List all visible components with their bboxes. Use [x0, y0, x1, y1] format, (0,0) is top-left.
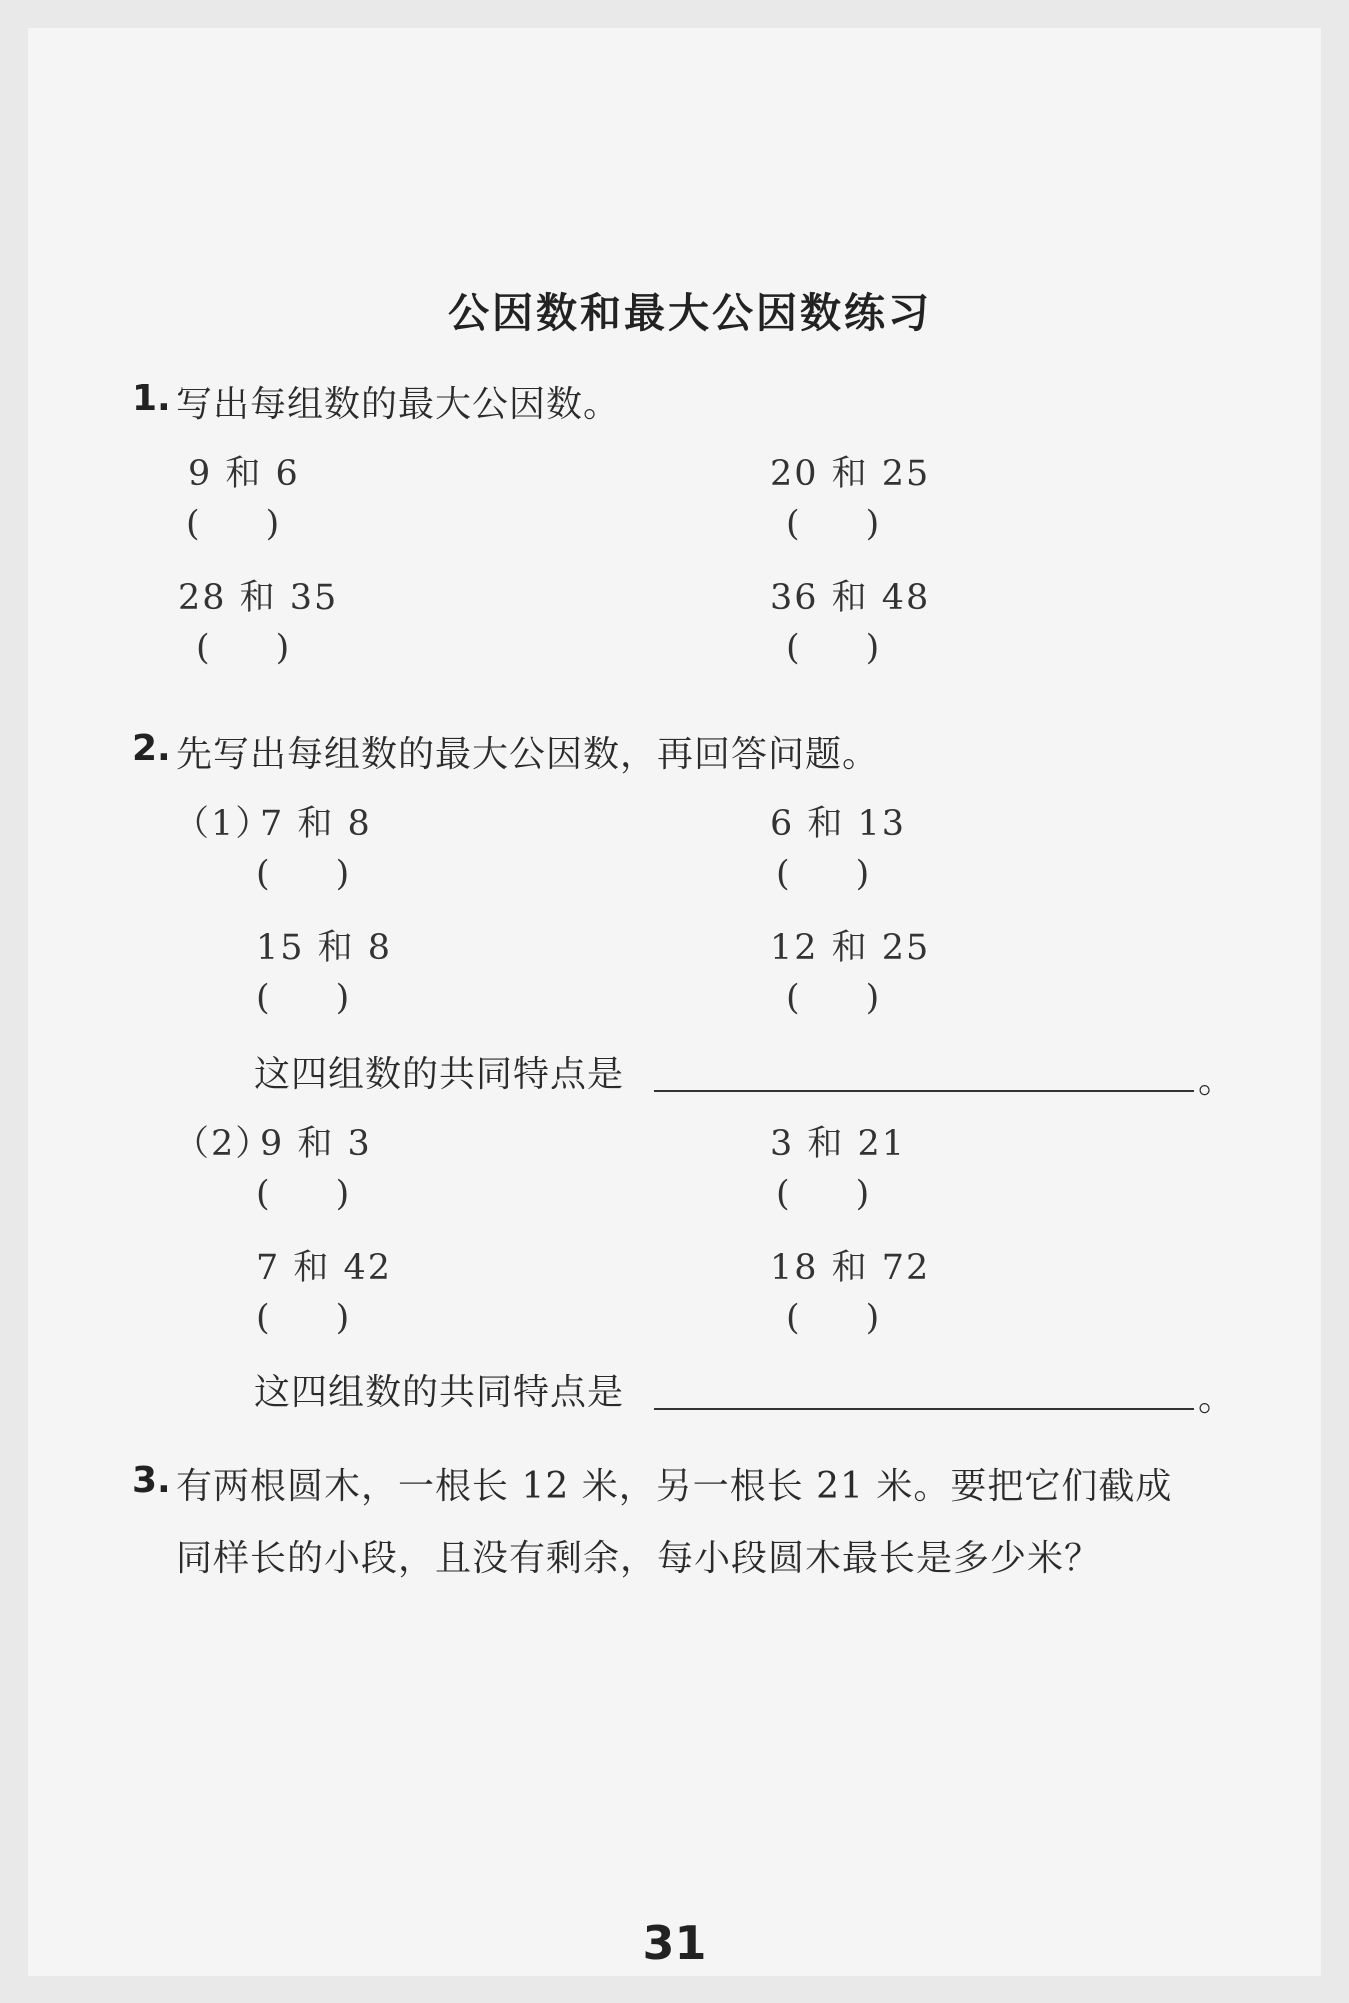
q2-part1-label: （1）: [174, 804, 273, 844]
q2-part1-answer-line[interactable]: [654, 1090, 1194, 1092]
q2-part2-prompt: 这四组数的共同特点是: [254, 1372, 625, 1413]
q2-part2-label: （2）: [174, 1124, 273, 1164]
q2-part1-period: 。: [1198, 1060, 1236, 1101]
q2-part1-pair-2: 6 和 13: [770, 804, 907, 844]
q2-part1-prompt: 这四组数的共同特点是: [254, 1054, 625, 1095]
q1-pair-2: 20 和 25: [770, 454, 931, 494]
q2-part1-answer-1[interactable]: ( ): [256, 854, 350, 894]
q2-part2-pair-3: 7 和 42: [256, 1248, 393, 1288]
q1-pair-1: 9 和 6: [188, 454, 300, 494]
q2-text: 先写出每组数的最大公因数，再回答问题。: [176, 734, 880, 775]
q2-part2-answer-1[interactable]: ( ): [256, 1174, 350, 1214]
q2-part2-answer-line[interactable]: [654, 1408, 1194, 1410]
q1-answer-1[interactable]: ( ): [186, 504, 280, 544]
page-number: 31: [642, 1916, 707, 1970]
q2-part1-answer-2[interactable]: ( ): [776, 854, 870, 894]
q2-part2-pair-1: 9 和 3: [260, 1124, 372, 1164]
q2-part1-pair-4: 12 和 25: [770, 928, 931, 968]
q2-part2-period: 。: [1198, 1378, 1236, 1419]
q2-part1-pair-1: 7 和 8: [260, 804, 372, 844]
q2-part1-pair-3: 15 和 8: [256, 928, 393, 968]
page-title: 公因数和最大公因数练习: [448, 289, 932, 337]
q2-part2-pair-4: 18 和 72: [770, 1248, 931, 1288]
q3-text-line-1: 有两根圆木，一根长 12 米，另一根长 21 米。要把它们截成: [176, 1466, 1173, 1507]
q2-part2-answer-2[interactable]: ( ): [776, 1174, 870, 1214]
q2-part1-answer-4[interactable]: ( ): [786, 978, 880, 1018]
q2-part1-answer-3[interactable]: ( ): [256, 978, 350, 1018]
q1-pair-4: 36 和 48: [770, 578, 931, 618]
q1-answer-3[interactable]: ( ): [196, 628, 290, 668]
q1-pair-3: 28 和 35: [178, 578, 339, 618]
q2-part2-answer-4[interactable]: ( ): [786, 1298, 880, 1338]
q2-part2-pair-2: 3 和 21: [770, 1124, 907, 1164]
q3-number: 3.: [132, 1460, 171, 1501]
worksheet-page: [28, 28, 1321, 1976]
q1-text: 写出每组数的最大公因数。: [176, 384, 621, 425]
q2-number: 2.: [132, 728, 171, 769]
q1-answer-4[interactable]: ( ): [786, 628, 880, 668]
q1-number: 1.: [132, 378, 171, 419]
q3-text-line-2: 同样长的小段，且没有剩余，每小段圆木最长是多少米？: [176, 1538, 1102, 1579]
q1-answer-2[interactable]: ( ): [786, 504, 880, 544]
q2-part2-answer-3[interactable]: ( ): [256, 1298, 350, 1338]
